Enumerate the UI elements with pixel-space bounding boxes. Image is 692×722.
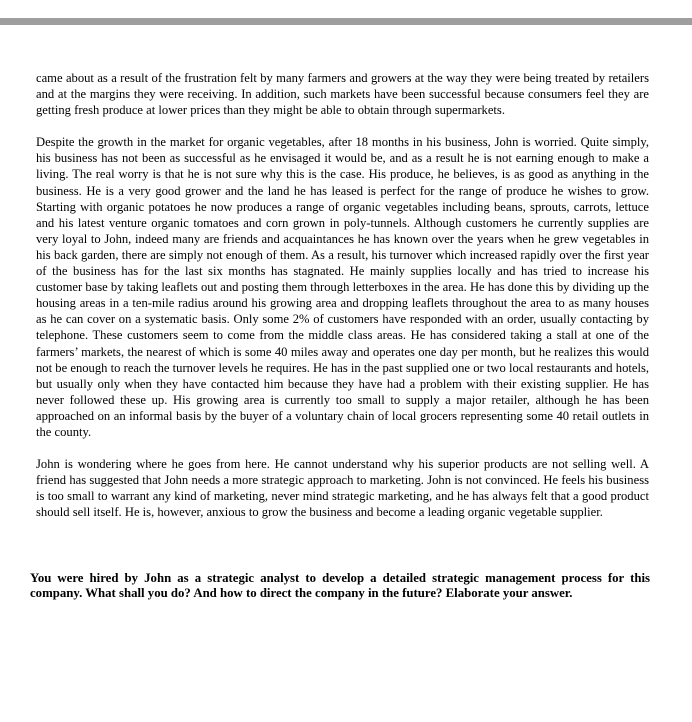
case-study-body [36,70,649,536]
top-divider-bar [0,18,692,25]
assignment-question: You were hired by John as a strategic analyst to develop a detailed strategic management process for this company. What shall you do? And how to direct the company in the future? Elaborate your answer. [30,571,650,600]
paragraph-farmers-markets: came about as a result of the frustration felt by many farmers and growers at the way they were being treated by retailers and at the margins they were receiving. In addition, such markets have been successful because consumers feel they are getting fresh produce at lower prices than they might be able to obtain through supermarkets. [36,71,649,118]
paragraph-strategic-approach: John is wondering where he goes from here. He cannot understand why his superior products are not selling well. A friend has suggested that John needs a more strategic approach to marketing. John is not convinced. He feels his business is too small to warrant any kind of marketing, never mind strategic marketing, and he has always felt that a good product should sell itself. He is, however, anxious to grow the business and become a leading organic vegetable supplier. [36,457,649,520]
paragraph-john-worried: Despite the growth in the market for organic vegetables, after 18 months in his business, John is worried. Quite simply, his business has not been as successful as he envisaged it would be, and as a result he is not earning enough to make a living. The real worry is that he is not sure why this is the case. His produce, he believes, is as good as anything in the business. He is a very good grower and the land he has leased is perfect for the range of produce he wishes to grow. Starting with organic potatoes he now produces a range of organic vegetables including beans, sprouts, carrots, lettuce and his latest venture organic tomatoes and corn grown in poly-tunnels. Although customers he currently supplies are very loyal to John, indeed many are friends and acquaintances he has known over the years when he grew vegetables in his back garden, there are simply not enough of them. As a result, his turnover which increased rapidly over the first year of the business has for the last six months has stagnated. He mainly supplies locally and has tried to increase his customer base by taking leaflets out and posting them through letterboxes in the area. He has done this by dividing up the housing areas in a ten-mile radius around his growing area and dropping leaflets throughout the area to as many houses as he can cover on a systematic basis. Only some 2% of customers have responded with an order, usually contacting by telephone. These customers seem to come from the middle class areas. He has considered taking a stall at one of the farmers’ markets, the nearest of which is some 40 miles away and operates one day per month, but he realizes this would not be enough to reach the turnover levels he requires. He has in the past supplied one or two local restaurants and hotels, but usually only when they have contacted him because they have had a problem with their existing supplier. He has never followed these up. His growing area is currently too small to supply a major retailer, although he has been approached on an informal basis by the buyer of a voluntary chain of local grocers representing some 40 retail outlets in the county. [36,135,649,439]
